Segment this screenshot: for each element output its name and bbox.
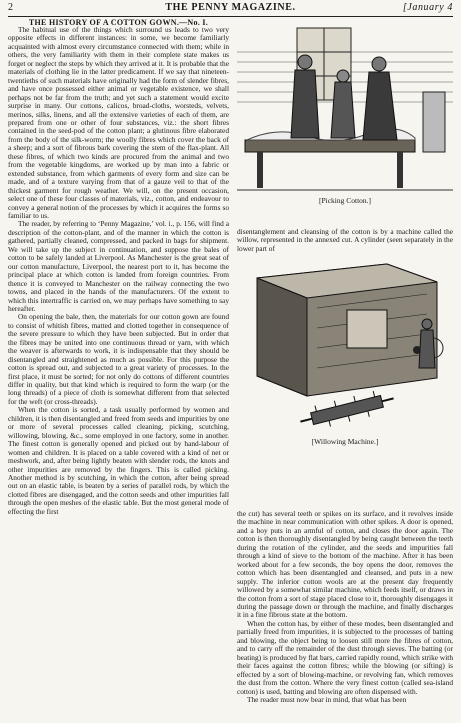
article-title: THE HISTORY OF A COTTON GOWN.—No. I. [28, 18, 209, 27]
issue-date: [January 4 [402, 2, 453, 13]
right-column-upper [237, 228, 453, 253]
header-rule [8, 16, 453, 17]
paragraph-3: On opening the bale, then, the materials for our cotton gown are found to consist of whitish fibres, matted and clotted together in consequence of the severe pressure to which they have been subjected. But in order that the fibres may be united into one continuous thread or yarn, with which the weaver is afterwards to work, it is indispensable that they should be disentangled and straightened as much as possible. For this purpose the cotton is spread out, and subjected to a great variety of processes. In the first place, it must be sorted; for not only do cottons of different countries differ in quality, but that kind which is required to form the warp (or the long threads) of a piece of cloth is somewhat different from that selected for the weft (or cross-threads). [8, 312, 229, 406]
left-column [8, 26, 229, 516]
willowing-machine-caption: [Willowing Machine.] [311, 437, 379, 446]
page-header [8, 2, 453, 16]
magazine-title: THE PENNY MAGAZINE. [165, 2, 296, 13]
paragraph-6: When the cotton has, by either of these modes, been disentangled and partially freed from impurities, it is subjected to the processes of batting and blowing, the object being to loosen still more the fibres of cotton, and to carry off the remainder of the dust through sieves. The batting (or beating) is produced by flat bars, carried rapidly round, which strike with their faces against the cotton fibres; while the blowing (or sifting) is effected by a sort of blowing-machine, or revolving fan, which removes the dust from the cotton. Where the very finest cotton (called sea-island cotton) is used, batting and blowing are often dispensed with. [237, 618, 453, 696]
paragraph-7: The reader must now bear in mind, that what has been [247, 694, 407, 704]
picking-cotton-caption: [Picking Cotton.] [318, 196, 372, 205]
paragraph-1: The habitual use of the things which surround us leads to two very opposite effects in different instances: in some, we become familiarly acquainted with almost every circumstance connected with them; while in others, the very familiarity with them in their complete state makes us forget or neglect the steps by which they arrived at it. It is probable that the materials of clothing lie in the latter predicament. If we say that nineteen-twentieths of such materials have originally had the form of slender fibres, and have once possessed either animal or vegetable existence, we shall perhaps not be far from the truth; and yet such a statement would excite surprise in many. Our cottons, calicos, broad-cloths, worsteds, velvets, merinos, silks, linens, and all the extensive varieties of each of them, are prepared from one or other of four substances, viz.: the short fibres contained in the seed-pod of the cotton plant; a glutinous fibre elaborated from the body of the silk-worm; the woolly fibres which cover the back of a sheep; and a sort of fibrous bark covering the stem of the flax-plant. All these fibres, of which two kinds are procured from the animal and two from the vegetable kingdoms, are worked up by man into a fabric or extended substance, from which garments of every form and size can be made, and of a texture varying from that of a gauze veil to that of the thickest garment for rough weather. We will, on the present occasion, select one of these four classes of materials, viz., cotton, and endeavour to convey a general notion of the processes by which it acquires the forms so familiar to us. [8, 25, 229, 220]
willowing-machine-illustration [237, 258, 453, 434]
picking-cotton-illustration [237, 22, 453, 194]
paragraph-2: The reader, by referring to ‘Penny Magazine,’ vol. i., p. 156, will find a description of the cotton-plant, and of the manner in which the cotton is gathered, partially cleaned, compressed, and packed in bags for shipment. We will take up the subject in continuation, and suppose the bales of cotton to be safely landed at Liverpool. As Manchester is the great seat of our cotton manufacture, Liverpool, the nearest port to it, has become the principal place at which cotton is landed from foreign countries. From thence it is conveyed to Manchester on the railway connecting the two towns, and placed in the hands of the manufacturers. Of the extent to which this intertraffic is carried on, we may perhaps have something to say hereafter. [8, 219, 229, 313]
paragraph-5: the cut) has several teeth or spikes on its surface, and it revolves inside the machine in near communication with other spikes. A door is opened, and a boy puts in an armful of cotton, and closes the door again. The cotton is then thoroughly disentangled by being caught between the teeth during the rotation of the cylinder, and the seeds and impurities fall through a kind of sieve to the bottom of the machine. After it has been worked about for a few seconds, the boy opens the door, removes the cotton which has been disentangled and cleansed, and puts in a new supply. The inferior cotton wools are at the present day frequently willowed by a somewhat similar machine, which feeds itself, or draws in the cotton from a sort of stage placed close to it, thoroughly disengages it during the passage down or through the machine, and finally discharges it in a fine fibrous state at the bottom. [237, 509, 453, 620]
page-number: 2 [8, 2, 14, 13]
right-column-lower [237, 510, 453, 704]
paragraph-continuation: disentanglement and cleansing of the cotton is by a machine called the willow, represented in the annexed cut. A cylinder (seen separately in the lower part of [237, 227, 453, 253]
paragraph-4: When the cotton is sorted, a task usually performed by women and children, it is then disentangled and freed from seeds and impurities by one or more of several processes called cleaning, picking, scutching, willowing, blowing, &c., some employed in one factory, some in another. The finest cotton is generally opened and picked out by hand-labour of women and children. It is placed on a table covered with a kind of net or meshwork, and, after being lightly beaten with slender rods, the knots and other impurities are removed by the fingers. This is called picking. Another method is by scutching, in which the cotton, after being spread out on an elastic table, is beaten by a series of parallel rods, by which the clotted fibres are disengaged, and the cotton seeds and other impurities fall through the open meshes of the elastic table. But the most general mode of effecting the first [8, 405, 229, 516]
